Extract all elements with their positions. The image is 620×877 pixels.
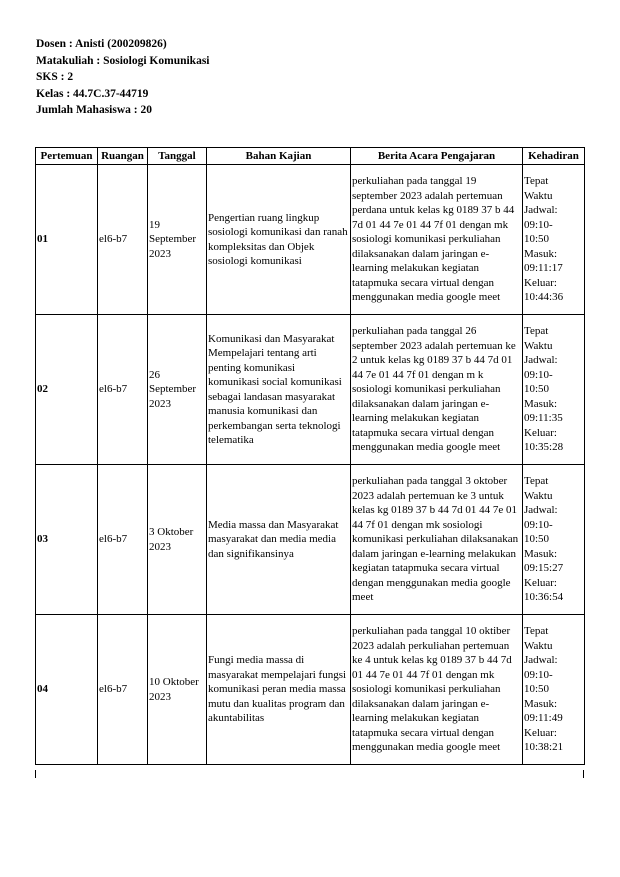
kehadiran-line: 09:10-: [524, 518, 553, 531]
cell-tanggal: 19 September 2023: [148, 165, 207, 315]
kehadiran-line: 09:10-: [524, 368, 553, 381]
column-header-kehadiran: Kehadiran: [523, 148, 585, 165]
cell-tanggal: 3 Oktober 2023: [148, 465, 207, 615]
cell-bahan-kajian: Komunikasi dan Masyarakat Mempelajari tentang arti penting komunikasi komunikasi social komunikasi sebagai landasan masyarakat manusia komunikasi dan perkembangan serta teknologi telematika: [207, 315, 351, 465]
kehadiran-line: 09:11:35: [524, 412, 563, 425]
kehadiran-line: Keluar:: [524, 426, 557, 439]
cell-ruangan: el6-b7: [98, 165, 148, 315]
kehadiran-line: 09:10-: [524, 218, 553, 231]
column-header-bahan-kajian: Bahan Kajian: [207, 148, 351, 165]
kehadiran-line: Jadwal:: [524, 354, 558, 367]
cell-bahan-kajian: Pengertian ruang lingkup sosiologi komunikasi dan ranah kompleksitas dan Objek sosiologi komunikasi: [207, 165, 351, 315]
attendance-table: [35, 147, 585, 765]
table-continuation-left: [35, 770, 36, 778]
cell-ruangan: el6-b7: [98, 465, 148, 615]
cell-pertemuan: 04: [36, 615, 98, 765]
cell-kehadiran: [523, 615, 585, 765]
kehadiran-line: 09:15:27: [524, 562, 564, 575]
kehadiran-line: 10:50: [524, 533, 550, 546]
table-row: [36, 315, 585, 465]
cell-pertemuan: 01: [36, 165, 98, 315]
kehadiran-line: 10:50: [524, 383, 550, 396]
kehadiran-line: 10:50: [524, 233, 550, 246]
kehadiran-line: Masuk:: [524, 547, 557, 560]
kehadiran-line: Jadwal:: [524, 504, 558, 517]
cell-tanggal: 10 Oktober 2023: [148, 615, 207, 765]
cell-bahan-kajian: Media massa dan Masyarakat masyarakat dan media media dan signifikansinya: [207, 465, 351, 615]
kehadiran-line: Masuk:: [524, 247, 557, 260]
table-row: [36, 165, 585, 315]
class-line: Kelas : 44.7C.37-44719: [36, 87, 149, 100]
kehadiran-line: Tepat: [524, 475, 549, 488]
column-header-pertemuan: Pertemuan: [36, 148, 98, 165]
course-header: [36, 36, 210, 119]
table-row: [36, 465, 585, 615]
course-line: Matakuliah : Sosiologi Komunikasi: [36, 54, 210, 67]
cell-berita-acara: perkuliahan pada tanggal 26 september 2023 adalah pertemuan ke 2 untuk kelas kg 0189 37 b 44 7d 01 44 7e 01 44 7f 01 dengan m k sosiologi komunikasi perkuliahan dilaksanakan dalam jaringan e-learning melakukan kegiatan tatapmuka secara virtual dengan menggunakan media google meet: [351, 315, 523, 465]
kehadiran-line: Jadwal:: [524, 204, 558, 217]
kehadiran-line: Tepat: [524, 325, 549, 338]
kehadiran-line: Tepat: [524, 175, 549, 188]
kehadiran-line: Jadwal:: [524, 654, 558, 667]
cell-ruangan: el6-b7: [98, 615, 148, 765]
column-header-berita-acara: Berita Acara Pengajaran: [351, 148, 523, 165]
cell-pertemuan: 02: [36, 315, 98, 465]
cell-pertemuan: 03: [36, 465, 98, 615]
kehadiran-line: Keluar:: [524, 276, 557, 289]
table-header-row: [36, 148, 585, 165]
kehadiran-line: 10:50: [524, 683, 550, 696]
kehadiran-line: 10:38:21: [524, 741, 564, 754]
kehadiran-line: 10:35:28: [524, 441, 564, 454]
kehadiran-line: 09:11:17: [524, 262, 563, 275]
kehadiran-line: Tepat: [524, 625, 549, 638]
kehadiran-line: Waktu: [524, 489, 553, 502]
table-row: [36, 615, 585, 765]
cell-tanggal: 26 September 2023: [148, 315, 207, 465]
kehadiran-line: 10:36:54: [524, 591, 564, 604]
kehadiran-line: 09:11:49: [524, 712, 563, 725]
cell-kehadiran: [523, 165, 585, 315]
kehadiran-line: 09:10-: [524, 668, 553, 681]
kehadiran-line: Keluar:: [524, 726, 557, 739]
cell-berita-acara: perkuliahan pada tanggal 19 september 2023 adalah pertemuan perdana untuk kelas kg 0189 37 b 44 7d 01 44 7e 01 44 7f 01 dengan mk sosiologi komunikasi perkuliahan dilaksanakan dalam jaringan e-learning melakukan kegiatan tatapmuka secara virtual dengan menggunakan media google meet: [351, 165, 523, 315]
student-count-line: Jumlah Mahasiswa : 20: [36, 104, 152, 116]
column-header-ruangan: Ruangan: [98, 148, 148, 165]
cell-kehadiran: [523, 315, 585, 465]
credits-line: SKS : 2: [36, 71, 74, 83]
lecturer-line: Dosen : Anisti (200209826): [36, 38, 167, 50]
kehadiran-line: Masuk:: [524, 697, 557, 710]
kehadiran-line: Masuk:: [524, 397, 557, 410]
cell-kehadiran: [523, 465, 585, 615]
kehadiran-line: Waktu: [524, 639, 553, 652]
kehadiran-line: Keluar:: [524, 576, 557, 589]
kehadiran-line: 10:44:36: [524, 291, 564, 304]
cell-berita-acara: perkuliahan pada tanggal 3 oktober 2023 adalah pertemuan ke 3 untuk kelas kg 0189 37 b 44 7d 01 44 7e 01 44 7f 01 dengan mk sosiologi komunikasi perkuliahan dilaksanakan dalam jaringan e-learning melakukan kegiatan tatapmuka secara virtual dengan menggunakan media google meet: [351, 465, 523, 615]
column-header-tanggal: Tanggal: [148, 148, 207, 165]
kehadiran-line: Waktu: [524, 189, 553, 202]
cell-berita-acara: perkuliahan pada tanggal 10 oktiber 2023 adalah perkuliahan pertemuan ke 4 untuk kelas kg 0189 37 b 44 7d 01 44 7e 01 44 7f 01 dengan mk sosiologi komunikasi perkuliahan dilaksanakan dalam jaringan e-learning melakukan kegiatan tatapmuka secara virtual dengan menggunakan media google meet: [351, 615, 523, 765]
table-continuation-right: [583, 770, 584, 778]
kehadiran-line: Waktu: [524, 339, 553, 352]
cell-bahan-kajian: Fungi media massa di masyarakat mempelajari fungsi komunikasi peran media massa mutu dan kualitas program dan akuntabilitas: [207, 615, 351, 765]
cell-ruangan: el6-b7: [98, 315, 148, 465]
